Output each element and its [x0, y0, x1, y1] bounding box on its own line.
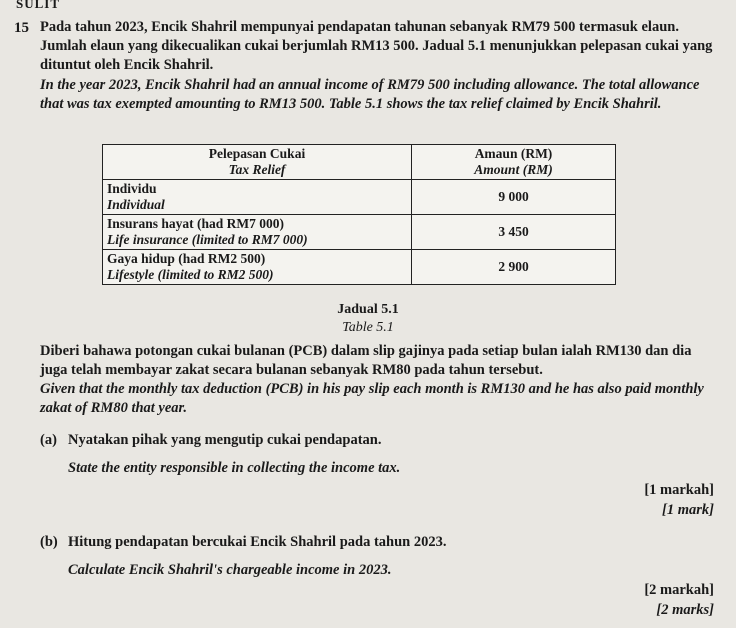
part-b-marks-malay: [2 markah]	[644, 582, 714, 598]
table-caption-english: Table 5.1	[342, 320, 394, 335]
given-text-malay: Diberi bahawa potongan cukai bulanan (PCB) dalam slip gajinya pada setiap bulan ialah RM130 dan dia juga telah membayar zakat secara bulanan sebanyak RM80 pada tahun tersebut.	[40, 343, 692, 378]
part-a-text-english: State the entity responsible in collecting the income tax.	[68, 460, 401, 476]
relief-item-english: Individual	[107, 197, 165, 212]
relief-amount: 9 000	[412, 180, 616, 215]
header-tax-relief	[103, 145, 412, 180]
table-header-row	[103, 145, 616, 180]
question-text-malay: Pada tahun 2023, Encik Shahril mempunyai pendapatan tahunan sebanyak RM79 500 termasuk elaun. Jumlah elaun yang dikecualikan cukai berjumlah RM13 500. Jadual 5.1 menunjukkan pelepasan cukai yang dituntut oleh Encik Shahril.	[40, 19, 713, 73]
header-col2-english: Amount (RM)	[474, 162, 553, 177]
relief-item	[103, 215, 412, 250]
part-b-marks-english: [2 marks]	[656, 602, 714, 618]
part-b-question	[40, 534, 446, 551]
relief-amount: 3 450	[412, 215, 616, 250]
given-text-english: Given that the monthly tax deduction (PCB) in his pay slip each month is RM130 and he has also paid monthly zakat of RM80 that year.	[40, 381, 704, 416]
relief-amount: 2 900	[412, 250, 616, 285]
part-b-text-malay: Hitung pendapatan bercukai Encik Shahril pada tahun 2023.	[68, 534, 447, 550]
part-a-question	[40, 432, 381, 449]
relief-item	[103, 180, 412, 215]
part-b-text-english: Calculate Encik Shahril's chargeable income in 2023.	[68, 562, 392, 578]
relief-item-malay: Gaya hidup (had RM2 500)	[107, 251, 266, 266]
relief-item-english: Lifestyle (limited to RM2 500)	[107, 267, 274, 282]
table-row	[103, 215, 616, 250]
relief-item	[103, 250, 412, 285]
tax-relief-table	[102, 144, 616, 285]
header-amount	[412, 145, 616, 180]
relief-item-malay: Insurans hayat (had RM7 000)	[107, 216, 285, 231]
part-a-label: (a)	[40, 432, 57, 448]
header-col2-malay: Amaun (RM)	[474, 146, 553, 161]
question-number: 15	[14, 20, 29, 36]
table-row	[103, 250, 616, 285]
part-a-marks-malay: [1 markah]	[644, 482, 714, 498]
page-header: SULIT	[16, 0, 61, 11]
relief-item-malay: Individu	[107, 181, 157, 196]
part-a-text-malay: Nyatakan pihak yang mengutip cukai pendapatan.	[68, 432, 382, 448]
part-b-label: (b)	[40, 534, 58, 550]
part-a-marks-english: [1 mark]	[662, 502, 714, 518]
table-caption-malay: Jadual 5.1	[337, 302, 399, 317]
relief-item-english: Life insurance (limited to RM7 000)	[107, 232, 308, 247]
table-row	[103, 180, 616, 215]
header-col1-malay: Pelepasan Cukai	[208, 146, 306, 161]
question-text-english: In the year 2023, Encik Shahril had an annual income of RM79 500 including allowance. The total allowance that was tax exempted amounting to RM13 500. Table 5.1 shows the tax relief claimed by Encik Shahril.	[40, 77, 700, 112]
header-col1-english: Tax Relief	[228, 162, 286, 177]
